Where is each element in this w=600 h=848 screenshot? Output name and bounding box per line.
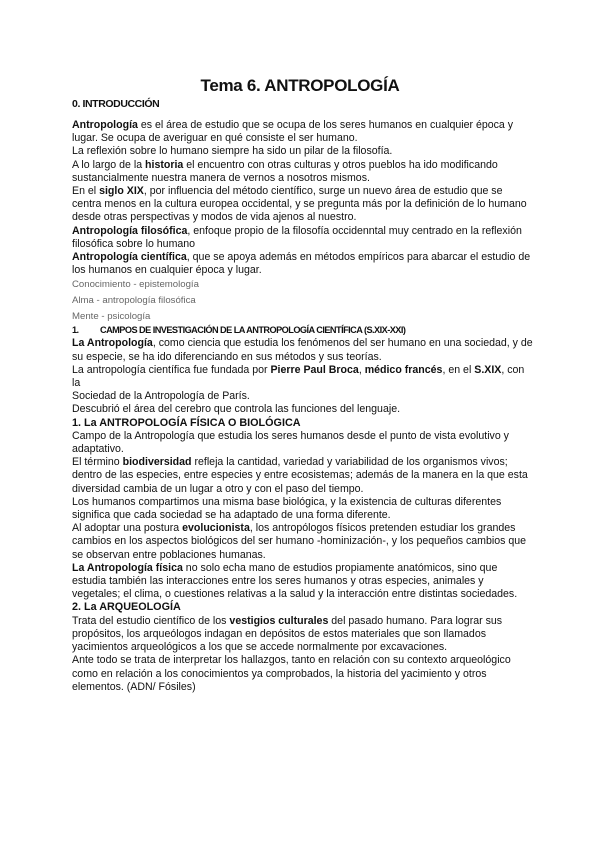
paragraph: Los humanos compartimos una misma base biológica, y la existencia de culturas diferentes significa que cada sociedad se ha adaptado de una forma diferente. [72,495,502,522]
paragraph: Antropología filosófica, enfoque propio de la filosofía occidenntal muy centrado en la reflexión filosófica sobre lo humano [72,224,522,250]
note-line: Alma - antropología filosófica [72,295,196,307]
note-line: Conocimiento - epistemología [72,279,199,291]
paragraph: La reflexión sobre lo humano siempre ha sido un pilar de la filosofía. [72,145,393,158]
paragraph: La Antropología física no solo echa mano de estudios propiamente anatómicos, sino que estudia también las interacciones entre los seres humanos y otras especies, animales y vegetales; el clima, o cuestiones relativas a la salud y la interacción entre distintas sociedades. [72,561,518,601]
paragraph: La Antropología, como ciencia que estudia los fenómenos del ser humano en una sociedad, y de su especie, se ha ido diferenciando en sus métodos y sus teorías. [72,337,533,363]
section-heading-campos: 1. CAMPOS DE INVESTIGACIÓN DE LA ANTROPOLOGÍA CIENTÍFICA (S.XIX-XXI) [72,325,406,336]
paragraph: Al adoptar una postura evolucionista, los antropólogos físicos pretenden estudiar los grandes cambios en los aspectos biológicos del ser humano -hominización-, y los pequeños cambios que se observan entre poblaciones humanas. [72,522,527,561]
subsection-heading-arqueologia: 2. La ARQUEOLOGÍA [72,601,181,614]
page-title: Tema 6. ANTROPOLOGÍA [200,76,400,95]
paragraph: Antropología científica, que se apoya además en métodos empíricos para abarcar el estudio de los humanos en cualquier época y lugar. [72,251,531,277]
paragraph: Descubrió el área del cerebro que controla las funciones del lenguaje. [72,403,401,416]
paragraph: En el siglo XIX, por influencia del método científico, surge un nuevo área de estudio que se centra menos en la cultura europea occidental, y se pregunta más por la definición de lo humano desde otras perspectivas y modos de vida ajenos al nuestro. [72,185,527,224]
paragraph: La antropología científica fue fundada por Pierre Paul Broca, médico francés, en el S.XIX, con la [72,363,525,390]
section-heading-introduccion: 0. INTRODUCCIÓN [72,98,160,110]
paragraph: Ante todo se trata de interpretar los hallazgos, tanto en relación con su contexto arqueológico como en relación a los conocimientos ya comprobados, la historia del yacimiento y otros elementos. (ADN/ Fósiles) [72,654,511,693]
document-body [72,119,534,694]
paragraph: El término biodiversidad refleja la cantidad, variedad y variabilidad de los organismos vivos; dentro de las especies, entre especies y entre ecosistemas; además de la manera en la que esta diversidad cambia de un lugar a otro y con el paso del tiempo. [72,456,528,495]
note-line: Mente - psicología [72,310,151,322]
paragraph: Campo de la Antropología que estudia los seres humanos desde el punto de vista evolutivo y adaptativo. [72,429,509,456]
subsection-heading-fisica: 1. La ANTROPOLOGÍA FÍSICA O BIOLÓGICA [72,416,301,429]
paragraph: A lo largo de la historia el encuentro con otras culturas y otros pueblos ha ido modificando sustancialmente nuestra manera de vernos a nosotros mismos. [72,158,498,184]
paragraph: Trata del estudio científico de los vestigios culturales del pasado humano. Para lograr sus propósitos, los arqueólogos indagan en depósitos de estos materiales que son llamados yacimientos arqueológicos a los que se accede normalmente por excavaciones. [72,614,503,654]
paragraph: Antropología es el área de estudio que se ocupa de los seres humanos en cualquier época y lugar. Se ocupa de averiguar en qué consiste el ser humano. [72,119,514,145]
paragraph: Sociedad de la Antropología de París. [72,390,250,403]
